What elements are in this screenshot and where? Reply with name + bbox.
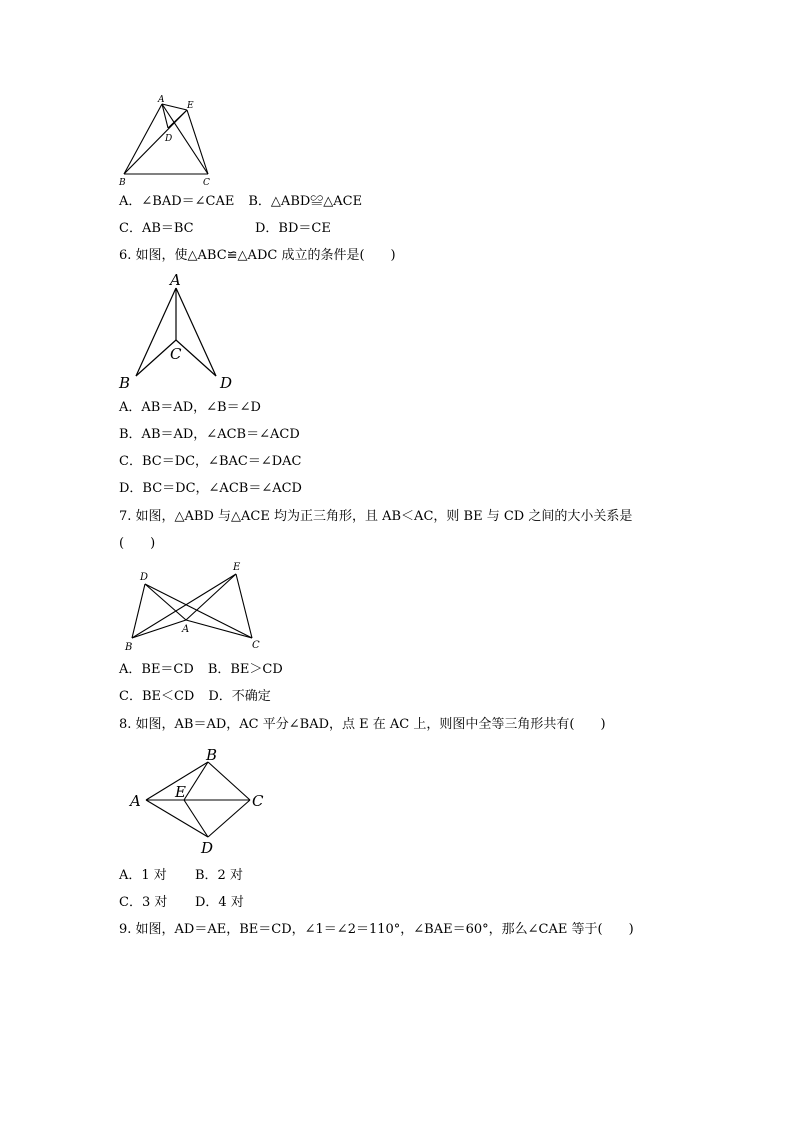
q8-edge-dc: [208, 800, 250, 837]
q8-label-b: B: [206, 746, 218, 764]
q7-edge-ac: [186, 620, 252, 638]
q8-options-row2: [119, 895, 244, 911]
q7-stem-line2: ( ): [119, 536, 156, 551]
q5-figure: [110, 92, 220, 190]
q7-option-c[interactable]: C．BE＜CD: [119, 689, 195, 704]
q5-edge-ab: [124, 104, 162, 174]
q7-label-b: B: [125, 642, 133, 653]
q8-edge-be: [184, 762, 208, 800]
q7-option-a[interactable]: A．BE＝CD: [119, 662, 194, 677]
q5-edge-ec: [187, 110, 208, 174]
q5-edge-de: [168, 110, 187, 128]
q7-edge-ec: [236, 574, 252, 638]
q7-edge-ba: [132, 620, 186, 638]
q8-options-row1: [119, 868, 243, 884]
q6-label-c: C: [170, 345, 182, 363]
q8-label-d: D: [201, 839, 214, 857]
q5-label-c: C: [203, 178, 210, 188]
q7-stem-line1: 7. 如图，△ABD 与△ACE 均为正三角形，且 AB＜AC，则 BE 与 CD 之间的大小关系是: [119, 509, 633, 524]
q8-option-d[interactable]: D．4 对: [195, 895, 244, 910]
q7-options-row1: [119, 662, 283, 678]
q5-label-b: B: [119, 178, 126, 188]
q6-label-d: D: [220, 374, 233, 392]
q6-edge-dc: [176, 340, 216, 376]
q7-options-row2: [119, 689, 271, 705]
q8-option-a[interactable]: A．1 对: [119, 868, 167, 883]
q5-options-row2: [119, 221, 331, 237]
q5-options-row1: [119, 194, 362, 210]
q7-label-d: D: [140, 572, 149, 583]
q8-edge-de: [184, 800, 208, 837]
q8-edge-bc: [208, 762, 250, 800]
q5-label-a: A: [158, 95, 165, 105]
q9-stem: 9. 如图，AD＝AE，BE＝CD，∠1＝∠2＝110°，∠BAE＝60°，那么∠CAE 等于( ): [119, 922, 634, 937]
q7-label-e: E: [233, 562, 241, 573]
q5-option-c[interactable]: C．AB＝BC: [119, 221, 194, 236]
q8-figure: [126, 740, 276, 860]
q6-option-a[interactable]: A．AB＝AD，∠B＝∠D: [119, 400, 261, 415]
q5-option-a[interactable]: A．∠BAD＝∠CAE: [119, 194, 235, 209]
q8-stem: 8. 如图，AB＝AD，AC 平分∠BAD，点 E 在 AC 上，则图中全等三角形共有( ): [119, 717, 606, 732]
q6-label-b: B: [119, 374, 131, 392]
q8-edge-ad: [146, 800, 208, 837]
q8-label-c: C: [252, 792, 264, 810]
q8-option-c[interactable]: C．3 对: [119, 895, 168, 910]
q7-option-d[interactable]: D．不确定: [208, 689, 271, 704]
q7-label-c: C: [252, 640, 260, 651]
q7-edge-dc: [145, 584, 252, 638]
q8-label-a: A: [130, 792, 141, 810]
q6-figure: [110, 268, 240, 392]
q5-option-b[interactable]: B．△ABD≌△ACE: [248, 194, 363, 209]
q6-option-c[interactable]: C．BC＝DC，∠BAC＝∠DAC: [119, 454, 302, 469]
q7-label-a: A: [182, 624, 190, 635]
q6-edge-ad: [176, 288, 216, 376]
q6-label-a: A: [170, 271, 181, 289]
q6-option-b[interactable]: B．AB＝AD，∠ACB＝∠ACD: [119, 427, 300, 442]
q5-label-e: E: [187, 101, 194, 111]
q8-label-e: E: [175, 783, 186, 801]
q8-option-b[interactable]: B．2 对: [195, 868, 243, 883]
q5-label-d: D: [165, 134, 173, 144]
q6-stem: 6. 如图，使△ABC≌△ADC 成立的条件是( ): [119, 248, 396, 263]
q7-figure: [118, 558, 278, 654]
q7-edge-ae: [186, 574, 236, 620]
q5-option-d[interactable]: D．BD＝CE: [255, 221, 331, 236]
q7-edge-bd: [132, 584, 145, 638]
q6-option-d[interactable]: D．BC＝DC，∠ACB＝∠ACD: [119, 481, 302, 496]
q7-option-b[interactable]: B．BE＞CD: [207, 662, 283, 677]
